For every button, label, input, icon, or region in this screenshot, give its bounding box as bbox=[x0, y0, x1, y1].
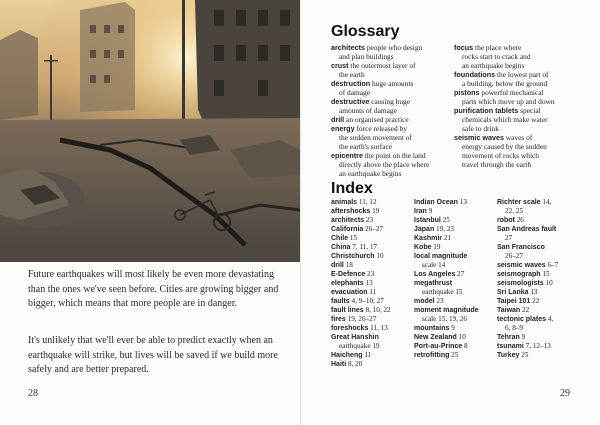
index-entry bbox=[331, 261, 411, 270]
glossary-entry bbox=[454, 88, 576, 106]
index-pages: 25 bbox=[440, 216, 450, 224]
index-pages: 7, 12–13 bbox=[523, 342, 551, 350]
index-pages: 25 bbox=[519, 351, 529, 359]
index-pages: 8, 20 bbox=[346, 360, 363, 368]
index-term: model bbox=[414, 298, 435, 305]
index-pages: 22 bbox=[530, 297, 540, 305]
index-pages: 23 bbox=[364, 216, 374, 224]
index-term: California bbox=[331, 226, 364, 233]
index-entry bbox=[331, 252, 411, 261]
index-pages: 13 bbox=[363, 279, 373, 287]
glossary-definition: waves of bbox=[503, 133, 533, 142]
glossary-definition-line: the sudden movement of bbox=[339, 133, 412, 142]
glossary-definition: huge amounts bbox=[370, 79, 414, 88]
index-entry bbox=[497, 243, 577, 261]
index-term: China bbox=[331, 244, 351, 251]
index-pages: 15 bbox=[540, 270, 550, 278]
glossary-definition-line: energy caused by the sudden bbox=[462, 142, 547, 151]
index-entry bbox=[331, 225, 411, 234]
index-entry bbox=[331, 288, 411, 297]
earthquake-ruins-photo bbox=[0, 0, 300, 262]
glossary-term: seismic waves bbox=[454, 133, 504, 142]
index-entry bbox=[331, 297, 411, 306]
index-entry bbox=[414, 252, 494, 270]
index-term: Japan bbox=[414, 226, 435, 233]
glossary-definition-line: amounts of damage bbox=[339, 106, 397, 115]
index-pages: 10 bbox=[543, 279, 553, 287]
paragraph-future-earthquakes: Future earthquakes will most likely be even more devastating than the ones we've seen before. Cities are growing bigger and bigger, which means that more people are in danger. bbox=[28, 269, 279, 309]
glossary-definition-line: safe to drink bbox=[462, 124, 499, 133]
index-entry bbox=[331, 243, 411, 252]
index-term: Christchurch bbox=[331, 253, 375, 260]
index-term: Great Hanshin bbox=[331, 334, 379, 341]
index-term: seismologists bbox=[497, 280, 544, 287]
index-pages: 4, 9–10, 27 bbox=[349, 297, 384, 305]
index-entry bbox=[414, 297, 494, 306]
glossary-definition: special bbox=[518, 106, 541, 115]
index-column-1 bbox=[331, 198, 411, 369]
index-term: elephants bbox=[331, 280, 364, 287]
index-entry bbox=[331, 270, 411, 279]
index-entry bbox=[331, 360, 411, 369]
index-pages: 23 bbox=[434, 297, 444, 305]
glossary-term: foundations bbox=[454, 70, 496, 79]
glossary-definition-line: chemicals which make water bbox=[462, 115, 548, 124]
index-entry bbox=[414, 198, 494, 207]
index-entry bbox=[414, 243, 494, 252]
index-entry bbox=[414, 279, 494, 297]
index-entry bbox=[331, 315, 411, 324]
index-term: faults bbox=[331, 298, 350, 305]
index-pages: 10 bbox=[456, 333, 466, 341]
index-entry bbox=[414, 351, 494, 360]
index-entry bbox=[331, 351, 411, 360]
index-pages: 18 bbox=[343, 261, 353, 269]
index-term: seismic waves bbox=[497, 262, 546, 269]
index-column-2 bbox=[414, 198, 494, 360]
index-continuation: scale 15, 19, 26 bbox=[422, 315, 467, 323]
index-entry bbox=[331, 207, 411, 216]
index-pages: 6–7 bbox=[545, 261, 559, 269]
index-column-3 bbox=[497, 198, 577, 360]
index-term: Kobe bbox=[414, 244, 432, 251]
glossary-column-1 bbox=[331, 43, 451, 178]
glossary-entry bbox=[454, 70, 576, 88]
index-pages: 13 bbox=[528, 288, 538, 296]
index-entry bbox=[414, 234, 494, 243]
index-pages: 19, 23 bbox=[434, 225, 454, 233]
index-pages: 7, 11, 17 bbox=[350, 243, 378, 251]
index-term: architects bbox=[331, 217, 365, 224]
index-entry bbox=[497, 315, 577, 333]
index-pages: 19 bbox=[431, 243, 441, 251]
index-entry bbox=[497, 306, 577, 315]
glossary-definition-line: the earth bbox=[339, 70, 365, 79]
index-term: Indian Ocean bbox=[414, 199, 458, 206]
index-term: foreshocks bbox=[331, 325, 369, 332]
glossary-entry bbox=[454, 133, 576, 169]
index-entry bbox=[331, 216, 411, 225]
index-term: Taipei 101 bbox=[497, 298, 531, 305]
index-entry bbox=[497, 270, 577, 279]
index-term: Turkey bbox=[497, 352, 520, 359]
index-term: mountains bbox=[414, 325, 450, 332]
index-entry bbox=[414, 306, 494, 324]
glossary-definition-line: and plan buildings bbox=[339, 52, 394, 61]
index-pages: 11, 13 bbox=[368, 324, 388, 332]
glossary-entry bbox=[331, 61, 451, 79]
index-term: Sri Lanka bbox=[497, 289, 529, 296]
index-entry bbox=[414, 207, 494, 216]
glossary-definition: the point on the land bbox=[362, 151, 426, 160]
index-pages: 14, bbox=[540, 198, 552, 206]
index-term: E-Defence bbox=[331, 271, 366, 278]
index-term: New Zealand bbox=[414, 334, 457, 341]
index-entry bbox=[331, 198, 411, 207]
index-entry bbox=[497, 279, 577, 288]
index-term: aftershocks bbox=[331, 208, 371, 215]
index-continuation: 22, 25 bbox=[505, 207, 523, 215]
index-pages: 25 bbox=[449, 351, 459, 359]
index-entry bbox=[497, 333, 577, 342]
index-entry bbox=[331, 324, 411, 333]
paragraph-predict-earthquakes: It's unlikely that we'll ever be able to predict exactly when an earthquake will strike, but lives will be saved if we build more safely and are better prepared. bbox=[28, 335, 278, 375]
index-entry bbox=[414, 333, 494, 342]
index-pages: 4, bbox=[546, 315, 554, 323]
glossary-term: drill bbox=[331, 115, 345, 124]
index-term: moment magnitude bbox=[414, 307, 479, 314]
index-pages: 26 bbox=[514, 216, 524, 224]
glossary-definition-line: a building, below the ground bbox=[462, 79, 548, 88]
index-pages: 23 bbox=[365, 270, 375, 278]
index-pages: 10 bbox=[374, 252, 384, 260]
index-entry bbox=[497, 342, 577, 351]
index-term: tectonic plates bbox=[497, 316, 547, 323]
glossary-term: crust bbox=[331, 61, 349, 70]
index-term: Haicheng bbox=[331, 352, 363, 359]
index-continuation: 27 bbox=[505, 234, 513, 242]
index-continuation: 6, 8–9 bbox=[505, 324, 523, 332]
index-pages: 15 bbox=[348, 234, 358, 242]
glossary-entry bbox=[331, 124, 451, 151]
glossary-definition: the place where bbox=[473, 43, 522, 52]
page-number-left: 28 bbox=[28, 388, 38, 399]
glossary-definition-line: of damage bbox=[339, 88, 370, 97]
glossary-definition-line: directly above the place where bbox=[339, 160, 430, 169]
index-pages: 22 bbox=[520, 306, 530, 314]
index-term: drill bbox=[331, 262, 344, 269]
glossary-entry bbox=[454, 106, 576, 133]
index-term: Istanbul bbox=[414, 217, 441, 224]
glossary-term: destructive bbox=[331, 97, 370, 106]
glossary-term: epicentre bbox=[331, 151, 363, 160]
index-term: Iran bbox=[414, 208, 427, 215]
index-term: fires bbox=[331, 316, 346, 323]
index-term: fault lines bbox=[331, 307, 364, 314]
index-entry bbox=[331, 306, 411, 315]
index-pages: 9 bbox=[449, 324, 455, 332]
index-term: Chile bbox=[331, 235, 349, 242]
index-pages: 8, 10, 22 bbox=[363, 306, 391, 314]
glossary-definition-line: an earthquake begins bbox=[339, 169, 402, 178]
index-term: Tehran bbox=[497, 334, 520, 341]
glossary-definition: powerful mechanical bbox=[479, 88, 544, 97]
index-entry bbox=[414, 216, 494, 225]
index-term: evacuation bbox=[331, 289, 368, 296]
index-continuation: scale 14 bbox=[422, 261, 446, 269]
index-entry bbox=[497, 198, 577, 216]
index-term: local magnitude bbox=[414, 253, 468, 260]
index-pages: 11, 12 bbox=[357, 198, 377, 206]
index-term: retrofitting bbox=[414, 352, 450, 359]
glossary-definition: the lowest part of bbox=[495, 70, 549, 79]
index-pages: 19, 26–27 bbox=[345, 315, 377, 323]
index-entry bbox=[414, 324, 494, 333]
index-term: San Andreas fault bbox=[497, 226, 557, 233]
glossary-term: energy bbox=[331, 124, 355, 133]
index-entry bbox=[414, 270, 494, 279]
index-term: Haiti bbox=[331, 361, 347, 368]
index-pages: 27 bbox=[455, 270, 465, 278]
index-entry bbox=[497, 216, 577, 225]
glossary-definition-line: travel through the earth bbox=[462, 160, 532, 169]
index-term: Richter scale bbox=[497, 199, 541, 206]
index-term: megathrust bbox=[414, 280, 453, 287]
glossary-definition: people who design bbox=[364, 43, 423, 52]
index-entry bbox=[497, 351, 577, 360]
index-pages: 21 bbox=[442, 234, 451, 242]
index-entry bbox=[331, 333, 411, 351]
index-entry bbox=[497, 261, 577, 270]
index-term: Los Angeles bbox=[414, 271, 456, 278]
glossary-column-2 bbox=[454, 43, 576, 169]
index-entry bbox=[497, 297, 577, 306]
index-pages: 11 bbox=[367, 288, 377, 296]
index-entry bbox=[414, 342, 494, 351]
ruins-illustration bbox=[0, 0, 300, 262]
glossary-term: architects bbox=[331, 43, 365, 52]
glossary-entry bbox=[331, 43, 451, 61]
glossary-definition: causing huge bbox=[369, 97, 410, 106]
index-entry bbox=[331, 234, 411, 243]
glossary-title: Glossary bbox=[331, 23, 400, 40]
index-pages: 19 bbox=[370, 207, 380, 215]
glossary-term: purification tablets bbox=[454, 106, 519, 115]
index-term: seismograph bbox=[497, 271, 541, 278]
glossary-definition-line: parts which move up and down bbox=[462, 97, 555, 106]
glossary-term: destruction bbox=[331, 79, 371, 88]
index-entry bbox=[331, 279, 411, 288]
glossary-definition: the outermost layer of bbox=[348, 61, 416, 70]
index-title: Index bbox=[331, 180, 373, 197]
index-entry bbox=[414, 225, 494, 234]
index-pages: 26–27 bbox=[363, 225, 384, 233]
index-pages: 9 bbox=[519, 333, 526, 341]
glossary-entry bbox=[331, 97, 451, 115]
index-term: Taiwan bbox=[497, 307, 521, 314]
index-term: Kashmir bbox=[414, 235, 443, 242]
page-number-right: 29 bbox=[560, 388, 570, 399]
glossary-entry bbox=[331, 79, 451, 97]
glossary-term: focus bbox=[454, 43, 474, 52]
glossary-definition: an organised practice bbox=[344, 115, 409, 124]
glossary-definition-line: movement of rocks which bbox=[462, 151, 539, 160]
index-continuation: earthquake 19 bbox=[339, 342, 380, 350]
glossary-definition-line: an earthquake begins bbox=[462, 61, 525, 70]
glossary-entry bbox=[331, 115, 451, 124]
index-pages: 13 bbox=[457, 198, 467, 206]
index-term: animals bbox=[331, 199, 358, 206]
index-continuation: earthquake 15 bbox=[422, 288, 463, 296]
index-term: robot bbox=[497, 217, 515, 224]
glossary-entry bbox=[331, 151, 451, 178]
glossary-definition-line: rocks start to crack and bbox=[462, 52, 531, 61]
index-pages: 9 bbox=[426, 207, 433, 215]
glossary-term: pistons bbox=[454, 88, 480, 97]
glossary-definition: force released by bbox=[354, 124, 407, 133]
index-pages: 8 bbox=[462, 342, 468, 350]
index-term: San Francisco bbox=[497, 244, 545, 251]
index-term: Port-au-Prince bbox=[414, 343, 463, 350]
index-pages: 11 bbox=[362, 351, 372, 359]
index-entry bbox=[497, 288, 577, 297]
index-continuation: 26–27 bbox=[505, 252, 523, 260]
index-entry bbox=[497, 225, 577, 243]
index-term: tsunami bbox=[497, 343, 524, 350]
glossary-entry bbox=[454, 43, 576, 70]
glossary-definition-line: the earth's surface bbox=[339, 142, 393, 151]
